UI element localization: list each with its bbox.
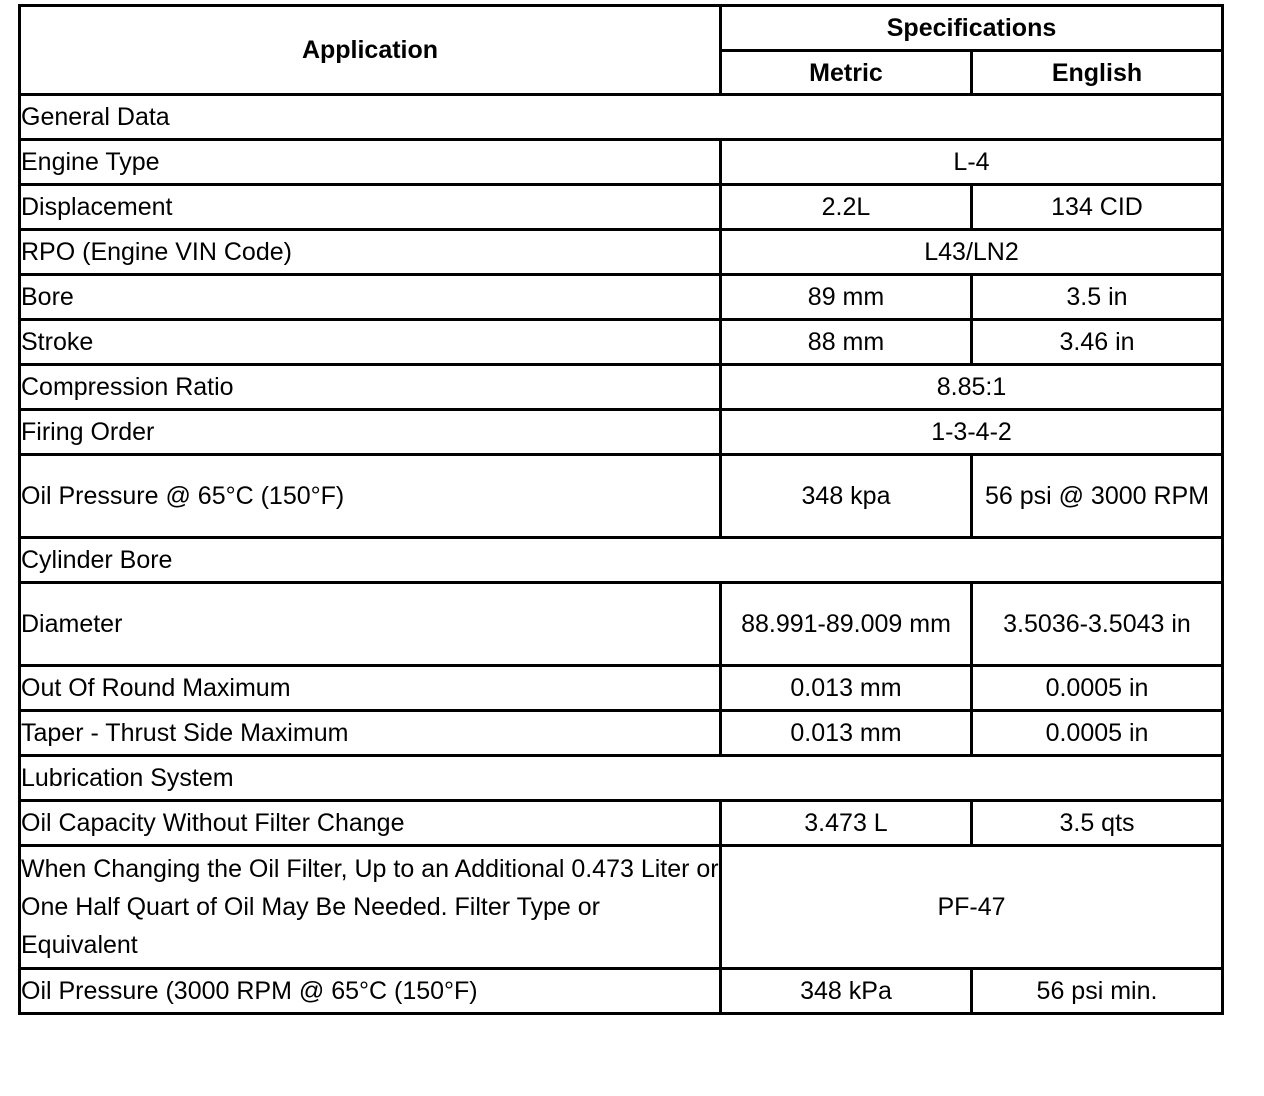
row-rpo — [20, 230, 1223, 275]
section-row-general-data — [20, 95, 1223, 140]
metric-value: 348 kPa — [721, 969, 972, 1014]
english-value: 3.5 qts — [972, 801, 1223, 846]
row-label: Taper - Thrust Side Maximum — [20, 711, 721, 756]
metric-header: Metric — [721, 51, 972, 95]
english-header: English — [972, 51, 1223, 95]
spec-value: L43/LN2 — [721, 230, 1223, 275]
row-oil-pressure-lubrication — [20, 969, 1223, 1014]
row-compression-ratio — [20, 365, 1223, 410]
row-firing-order — [20, 410, 1223, 455]
section-row-cylinder-bore — [20, 538, 1223, 583]
row-bore — [20, 275, 1223, 320]
english-value: 56 psi @ 3000 RPM — [972, 455, 1223, 538]
header-row-top — [20, 6, 1223, 51]
row-label: Oil Pressure @ 65°C (150°F) — [20, 455, 721, 538]
row-label: Bore — [20, 275, 721, 320]
english-value: 0.0005 in — [972, 711, 1223, 756]
metric-value: 2.2L — [721, 185, 972, 230]
row-out-of-round — [20, 666, 1223, 711]
english-value: 3.5 in — [972, 275, 1223, 320]
row-label: Oil Pressure (3000 RPM @ 65°C (150°F) — [20, 969, 721, 1014]
spec-value: 8.85:1 — [721, 365, 1223, 410]
row-label: RPO (Engine VIN Code) — [20, 230, 721, 275]
spec-value: PF-47 — [721, 846, 1223, 969]
row-label: Compression Ratio — [20, 365, 721, 410]
specifications-header: Specifications — [721, 6, 1223, 51]
english-value: 3.5036-3.5043 in — [972, 583, 1223, 666]
row-label: When Changing the Oil Filter, Up to an Additional 0.473 Liter or One Half Quart of Oil May Be Needed. Filter Type or Equivalent — [20, 846, 721, 969]
metric-value: 88 mm — [721, 320, 972, 365]
spec-value: 1-3-4-2 — [721, 410, 1223, 455]
row-label: Oil Capacity Without Filter Change — [20, 801, 721, 846]
row-oil-filter — [20, 846, 1223, 969]
section-heading: Lubrication System — [20, 756, 1223, 801]
section-heading: Cylinder Bore — [20, 538, 1223, 583]
row-taper — [20, 711, 1223, 756]
metric-value: 88.991-89.009 mm — [721, 583, 972, 666]
english-value: 56 psi min. — [972, 969, 1223, 1014]
row-label: Engine Type — [20, 140, 721, 185]
row-label: Stroke — [20, 320, 721, 365]
metric-value: 3.473 L — [721, 801, 972, 846]
row-diameter — [20, 583, 1223, 666]
row-label: Diameter — [20, 583, 721, 666]
row-displacement — [20, 185, 1223, 230]
metric-value: 348 kpa — [721, 455, 972, 538]
row-label: Out Of Round Maximum — [20, 666, 721, 711]
metric-value: 0.013 mm — [721, 666, 972, 711]
row-oil-capacity — [20, 801, 1223, 846]
row-oil-pressure-general — [20, 455, 1223, 538]
english-value: 3.46 in — [972, 320, 1223, 365]
spec-value: L-4 — [721, 140, 1223, 185]
metric-value: 89 mm — [721, 275, 972, 320]
row-stroke — [20, 320, 1223, 365]
row-engine-type — [20, 140, 1223, 185]
application-header: Application — [20, 6, 721, 95]
section-row-lubrication-system — [20, 756, 1223, 801]
section-heading: General Data — [20, 95, 1223, 140]
row-label: Firing Order — [20, 410, 721, 455]
english-value: 134 CID — [972, 185, 1223, 230]
row-label: Displacement — [20, 185, 721, 230]
english-value: 0.0005 in — [972, 666, 1223, 711]
metric-value: 0.013 mm — [721, 711, 972, 756]
engine-specifications-table — [18, 4, 1224, 1015]
